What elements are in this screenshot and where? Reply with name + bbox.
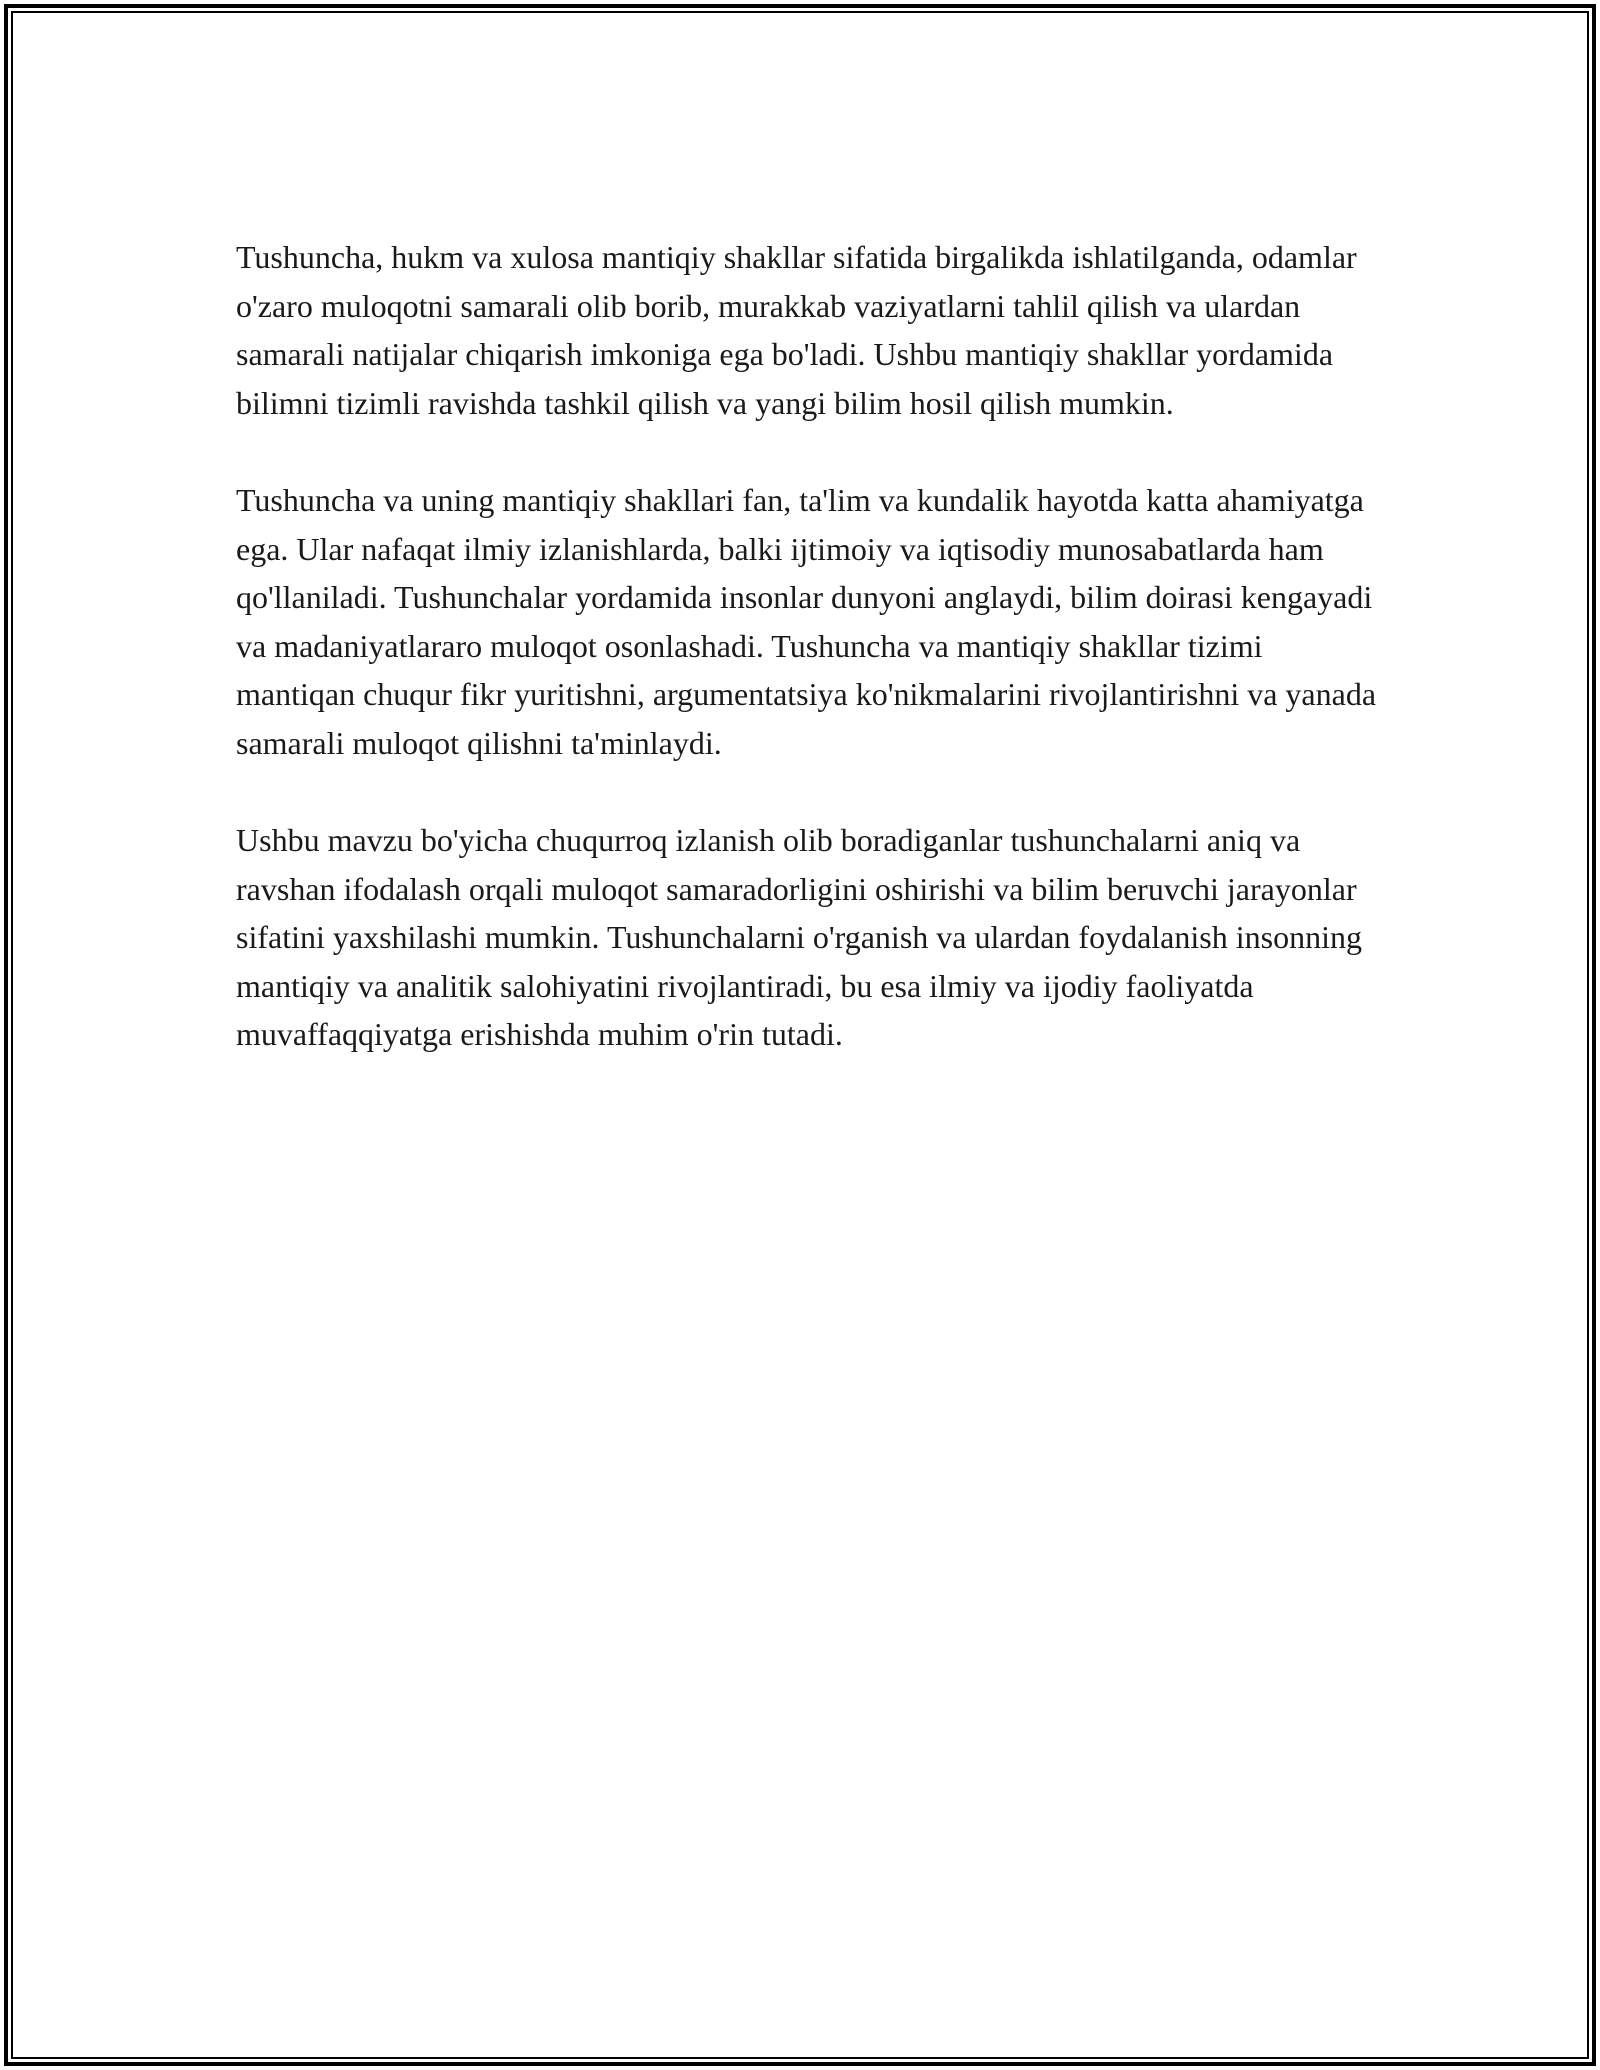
paragraph-2: Tushuncha va uning mantiqiy shakllari fan, ta'lim va kundalik hayotda katta ahamiyatga ega. Ular nafaqat ilmiy izlanishlarda, balki ijtimoiy va iqtisodiy munosabatlarda ham qo'llaniladi. Tushunchalar yordamida insonlar dunyoni anglaydi, bilim doirasi kengayadi va madaniyatlararo muloqot osonlashadi. Tushuncha va mantiqiy shakllar tizimi mantiqan chuqur fikr yuritishni, argumentatsiya ko'nikmalarini rivojlantirishni va yanada samarali muloqot qilishni ta'minlaydi. bbox=[236, 482, 1377, 761]
paragraph-1: Tushuncha, hukm va xulosa mantiqiy shakllar sifatida birgalikda ishlatilganda, odamlar o'zaro muloqotni samarali olib borib, murakkab vaziyatlarni tahlil qilish va ulardan samarali natijalar chiqarish imkoniga ega bo'ladi. Ushbu mantiqiy shakllar yordamida bilimni tizimli ravishda tashkil qilish va yangi bilim hosil qilish mumkin. bbox=[236, 239, 1357, 421]
paragraph-3: Ushbu mavzu bo'yicha chuqurroq izlanish olib boradiganlar tushunchalarni aniq va ravshan ifodalash orqali muloqot samaradorligini oshirishi va bilim beruvchi jarayonlar sifatini yaxshilashi mumkin. Tushunchalarni o'rganish va ulardan foydalanish insonning mantiqiy va analitik salohiyatini rivojlantiradi, bu esa ilmiy va ijodiy faoliyatda muvaffaqqiyatga erishishda muhim o'rin tutadi. bbox=[236, 822, 1362, 1052]
document-body bbox=[236, 233, 1376, 1108]
